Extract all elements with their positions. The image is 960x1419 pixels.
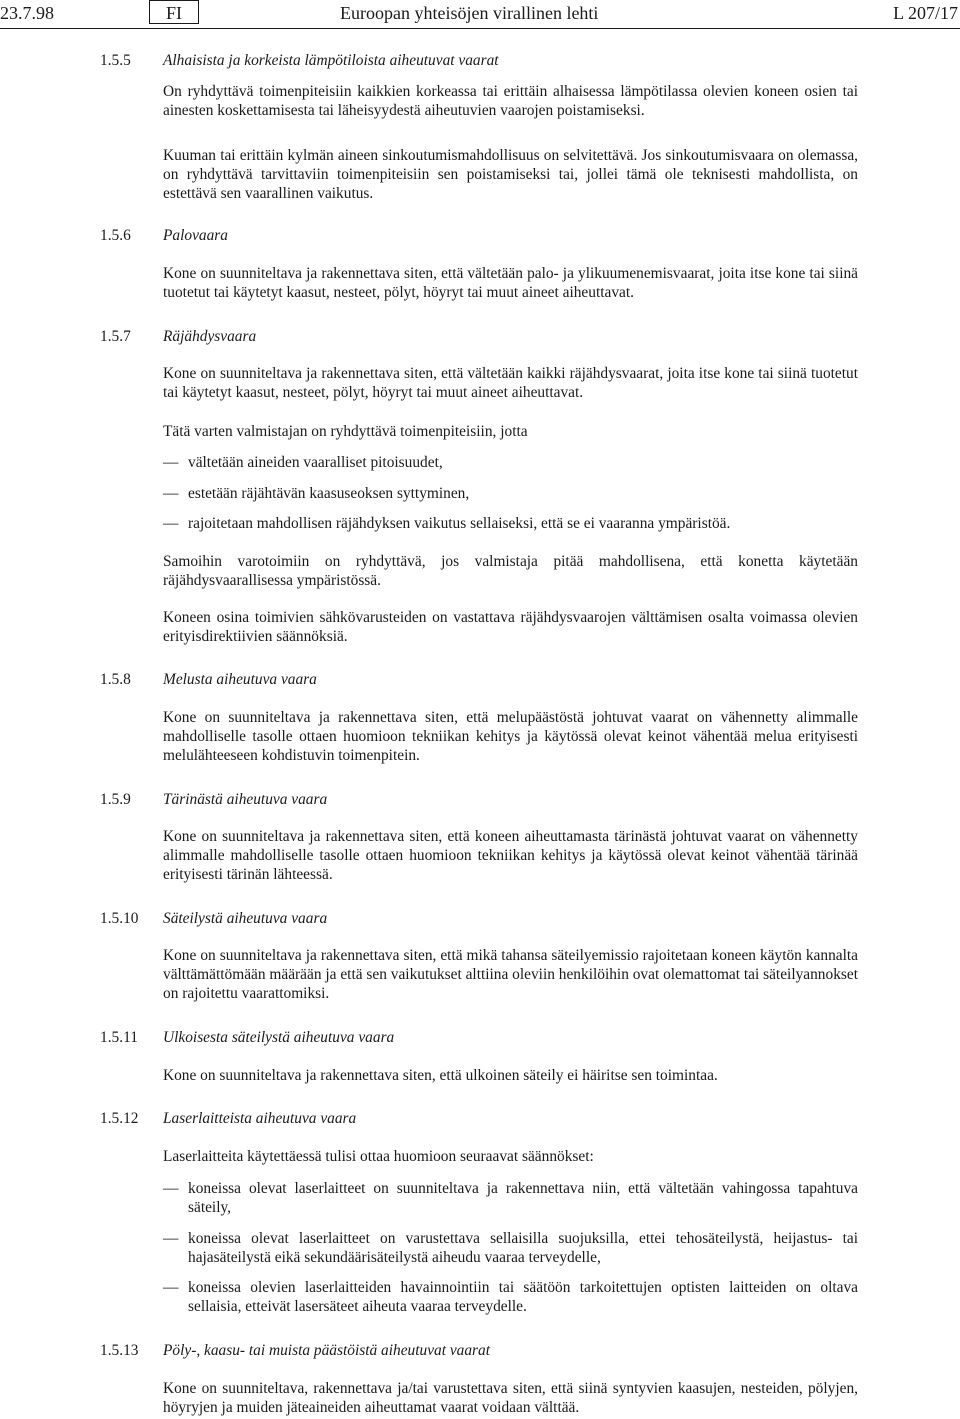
list-item-text: rajoitetaan mahdollisen räjähdyksen vaikutus sellaiseksi, että se ei vaaranna ympäristöä.: [188, 515, 731, 532]
list-item-text: estetään räjähtävän kaasuseoksen syttyminen,: [188, 485, 470, 502]
dash-bullet: —: [163, 485, 179, 502]
dash-bullet: —: [163, 1279, 179, 1296]
paragraph: Kone on suunniteltava ja rakennettava siten, että ulkoinen säteily ei häiritse sen toimintaa.: [163, 1067, 718, 1084]
section-number: 1.5.6: [100, 227, 131, 244]
language-code-box: FI: [149, 0, 199, 24]
paragraph: Kone on suunniteltava ja rakennettava siten, että mikä tahansa säteilyemissio rajoitetaan koneen käytön kannalta välttämättömään määrään ja että sen vaikutukset alttiina oleviin henkilöihin ovat olemattomat tai säteilyannokset on rajoitettu vaarattomiksi.: [163, 947, 858, 1002]
section-title: Laserlaitteista aiheutuva vaara: [163, 1110, 357, 1127]
section-number: 1.5.9: [100, 791, 131, 808]
section-title: Melusta aiheutuva vaara: [163, 671, 317, 688]
dash-bullet: —: [163, 454, 179, 471]
page-header: [0, 0, 960, 28]
section-heading-1-5-6: [100, 226, 860, 246]
section-title: Räjähdysvaara: [163, 328, 257, 345]
dash-bullet: —: [163, 1230, 179, 1247]
section-title: Tärinästä aiheutuva vaara: [163, 791, 328, 808]
paragraph: Koneen osina toimivien sähkövarusteiden on vastattava räjähdysvaarojen välttämisen osalta voimassa olevien erityisdirektiivien säännöksiä.: [163, 609, 858, 645]
dash-list-item: [163, 1278, 858, 1316]
dash-list-item: [163, 1229, 858, 1267]
section-heading-1-5-7: [100, 327, 860, 347]
paragraph: Tätä varten valmistajan on ryhdyttävä toimenpiteisiin, jotta: [163, 423, 528, 440]
section-heading-1-5-13: [100, 1341, 860, 1361]
section-number: 1.5.11: [100, 1029, 138, 1046]
section-number: 1.5.5: [100, 52, 131, 69]
section-title: Palovaara: [163, 227, 228, 244]
section-number: 1.5.12: [100, 1110, 139, 1127]
section-title: Alhaisista ja korkeista lämpötiloista aiheutuvat vaarat: [163, 52, 499, 69]
section-number: 1.5.13: [100, 1342, 139, 1359]
dash-bullet: —: [163, 515, 179, 532]
dash-list-item: [163, 514, 858, 533]
section-heading-1-5-5: [100, 51, 860, 71]
list-item-text: vältetään aineiden vaaralliset pitoisuudet,: [188, 454, 443, 471]
section-title: Säteilystä aiheutuva vaara: [163, 910, 328, 927]
section-number: 1.5.10: [100, 910, 139, 927]
list-item-text: koneissa olevat laserlaitteet on varustettava sellaisilla suojuksilla, ettei tehosäteilystä, heijastus- tai hajasäteilystä eikä sekundäärisäteilystä aiheudu vaaraa terveydelle,: [188, 1230, 858, 1266]
list-item-text: koneissa olevien laserlaitteiden havainnointiin tai säätöön tarkoitettujen optisten laitteiden on oltava sellaisia, etteivät lasersäteet aiheuta vaaraa terveydelle.: [188, 1279, 858, 1315]
dash-list-item: [163, 1179, 858, 1217]
section-heading-1-5-12: [100, 1109, 860, 1129]
paragraph: Kone on suunniteltava ja rakennettava siten, että vältetään palo- ja ylikuumenemisvaarat, joita itse kone tai siinä tuotetut tai käytetyt kaasut, nesteet, pölyt, höyryt tai muut aineet aiheuttavat.: [163, 265, 858, 301]
section-title: Pöly-, kaasu- tai muista päästöistä aiheutuvat vaarat: [163, 1342, 491, 1359]
section-heading-1-5-10: [100, 909, 860, 929]
section-number: 1.5.7: [100, 328, 131, 345]
paragraph: Kone on suunniteltava ja rakennettava siten, että koneen aiheuttamasta tärinästä johtuvat vaarat on vähennetty alimmalle mahdolliselle tasolle ottaen huomioon tekniikan kehitys ja käytössä olevat keinot vähentää tärinää erityisesti tärinän lähteessä.: [163, 828, 858, 883]
paragraph: On ryhdyttävä toimenpiteisiin kaikkien korkeassa tai erittäin alhaisessa lämpötilassa olevien koneen osien tai ainesten koskettamisesta tai läheisyydestä aiheutuvien vaarojen poistamiseksi.: [163, 83, 858, 119]
header-rule: [0, 28, 960, 29]
dash-list-item: [163, 484, 858, 503]
list-item-text: koneissa olevat laserlaitteet on suunniteltava ja rakennettava niin, että vältetään vahingossa tapahtuva säteily,: [188, 1180, 858, 1216]
section-heading-1-5-9: [100, 790, 860, 810]
publication-date: 23.7.98: [0, 3, 54, 23]
dash-list-item: [163, 453, 858, 472]
journal-reference: L 207/17: [893, 3, 958, 23]
paragraph: Samoihin varotoimiin on ryhdyttävä, jos valmistaja pitää mahdollisena, että konetta käytetään räjähdysvaarallisessa ympäristössä.: [163, 553, 858, 589]
paragraph: Kone on suunniteltava ja rakennettava siten, että vältetään kaikki räjähdysvaarat, joita itse kone tai siinä tuotetut tai käytetyt kaasut, nesteet, pölyt, höyryt tai muut aineet aiheuttavat.: [163, 365, 858, 401]
paragraph: Kuuman tai erittäin kylmän aineen sinkoutumismahdollisuus on selvitettävä. Jos sinkoutumisvaara on olemassa, on ryhdyttävä tarvittaviin toimenpiteisiin sen poistamiseksi tai, jollei tämä ole teknisesti mahdollista, on estettävä sen vaarallinen vaikutus.: [163, 147, 858, 202]
section-title: Ulkoisesta säteilystä aiheutuva vaara: [163, 1029, 395, 1046]
dash-bullet: —: [163, 1180, 179, 1197]
paragraph: Kone on suunniteltava, rakennettava ja/tai varustettava siten, että siinä syntyvien kaasujen, nesteiden, pölyjen, höyryjen ja muiden jäteaineiden aiheuttamat vaarat voidaan välttää.: [163, 1380, 858, 1416]
section-heading-1-5-8: [100, 670, 860, 690]
paragraph: Laserlaitteita käytettäessä tulisi ottaa huomioon seuraavat säännökset:: [163, 1148, 594, 1165]
section-number: 1.5.8: [100, 671, 131, 688]
section-heading-1-5-11: [100, 1028, 860, 1048]
journal-title: Euroopan yhteisöjen virallinen lehti: [340, 3, 599, 23]
paragraph: Kone on suunniteltava ja rakennettava siten, että melupäästöstä johtuvat vaarat on vähennetty alimmalle mahdolliselle tasolle ottaen huomioon tekniikan kehitys ja käytössä olevat keinot vähentää melua erityisesti melulähteeseen kohdistuvin toimenpitein.: [163, 709, 858, 764]
